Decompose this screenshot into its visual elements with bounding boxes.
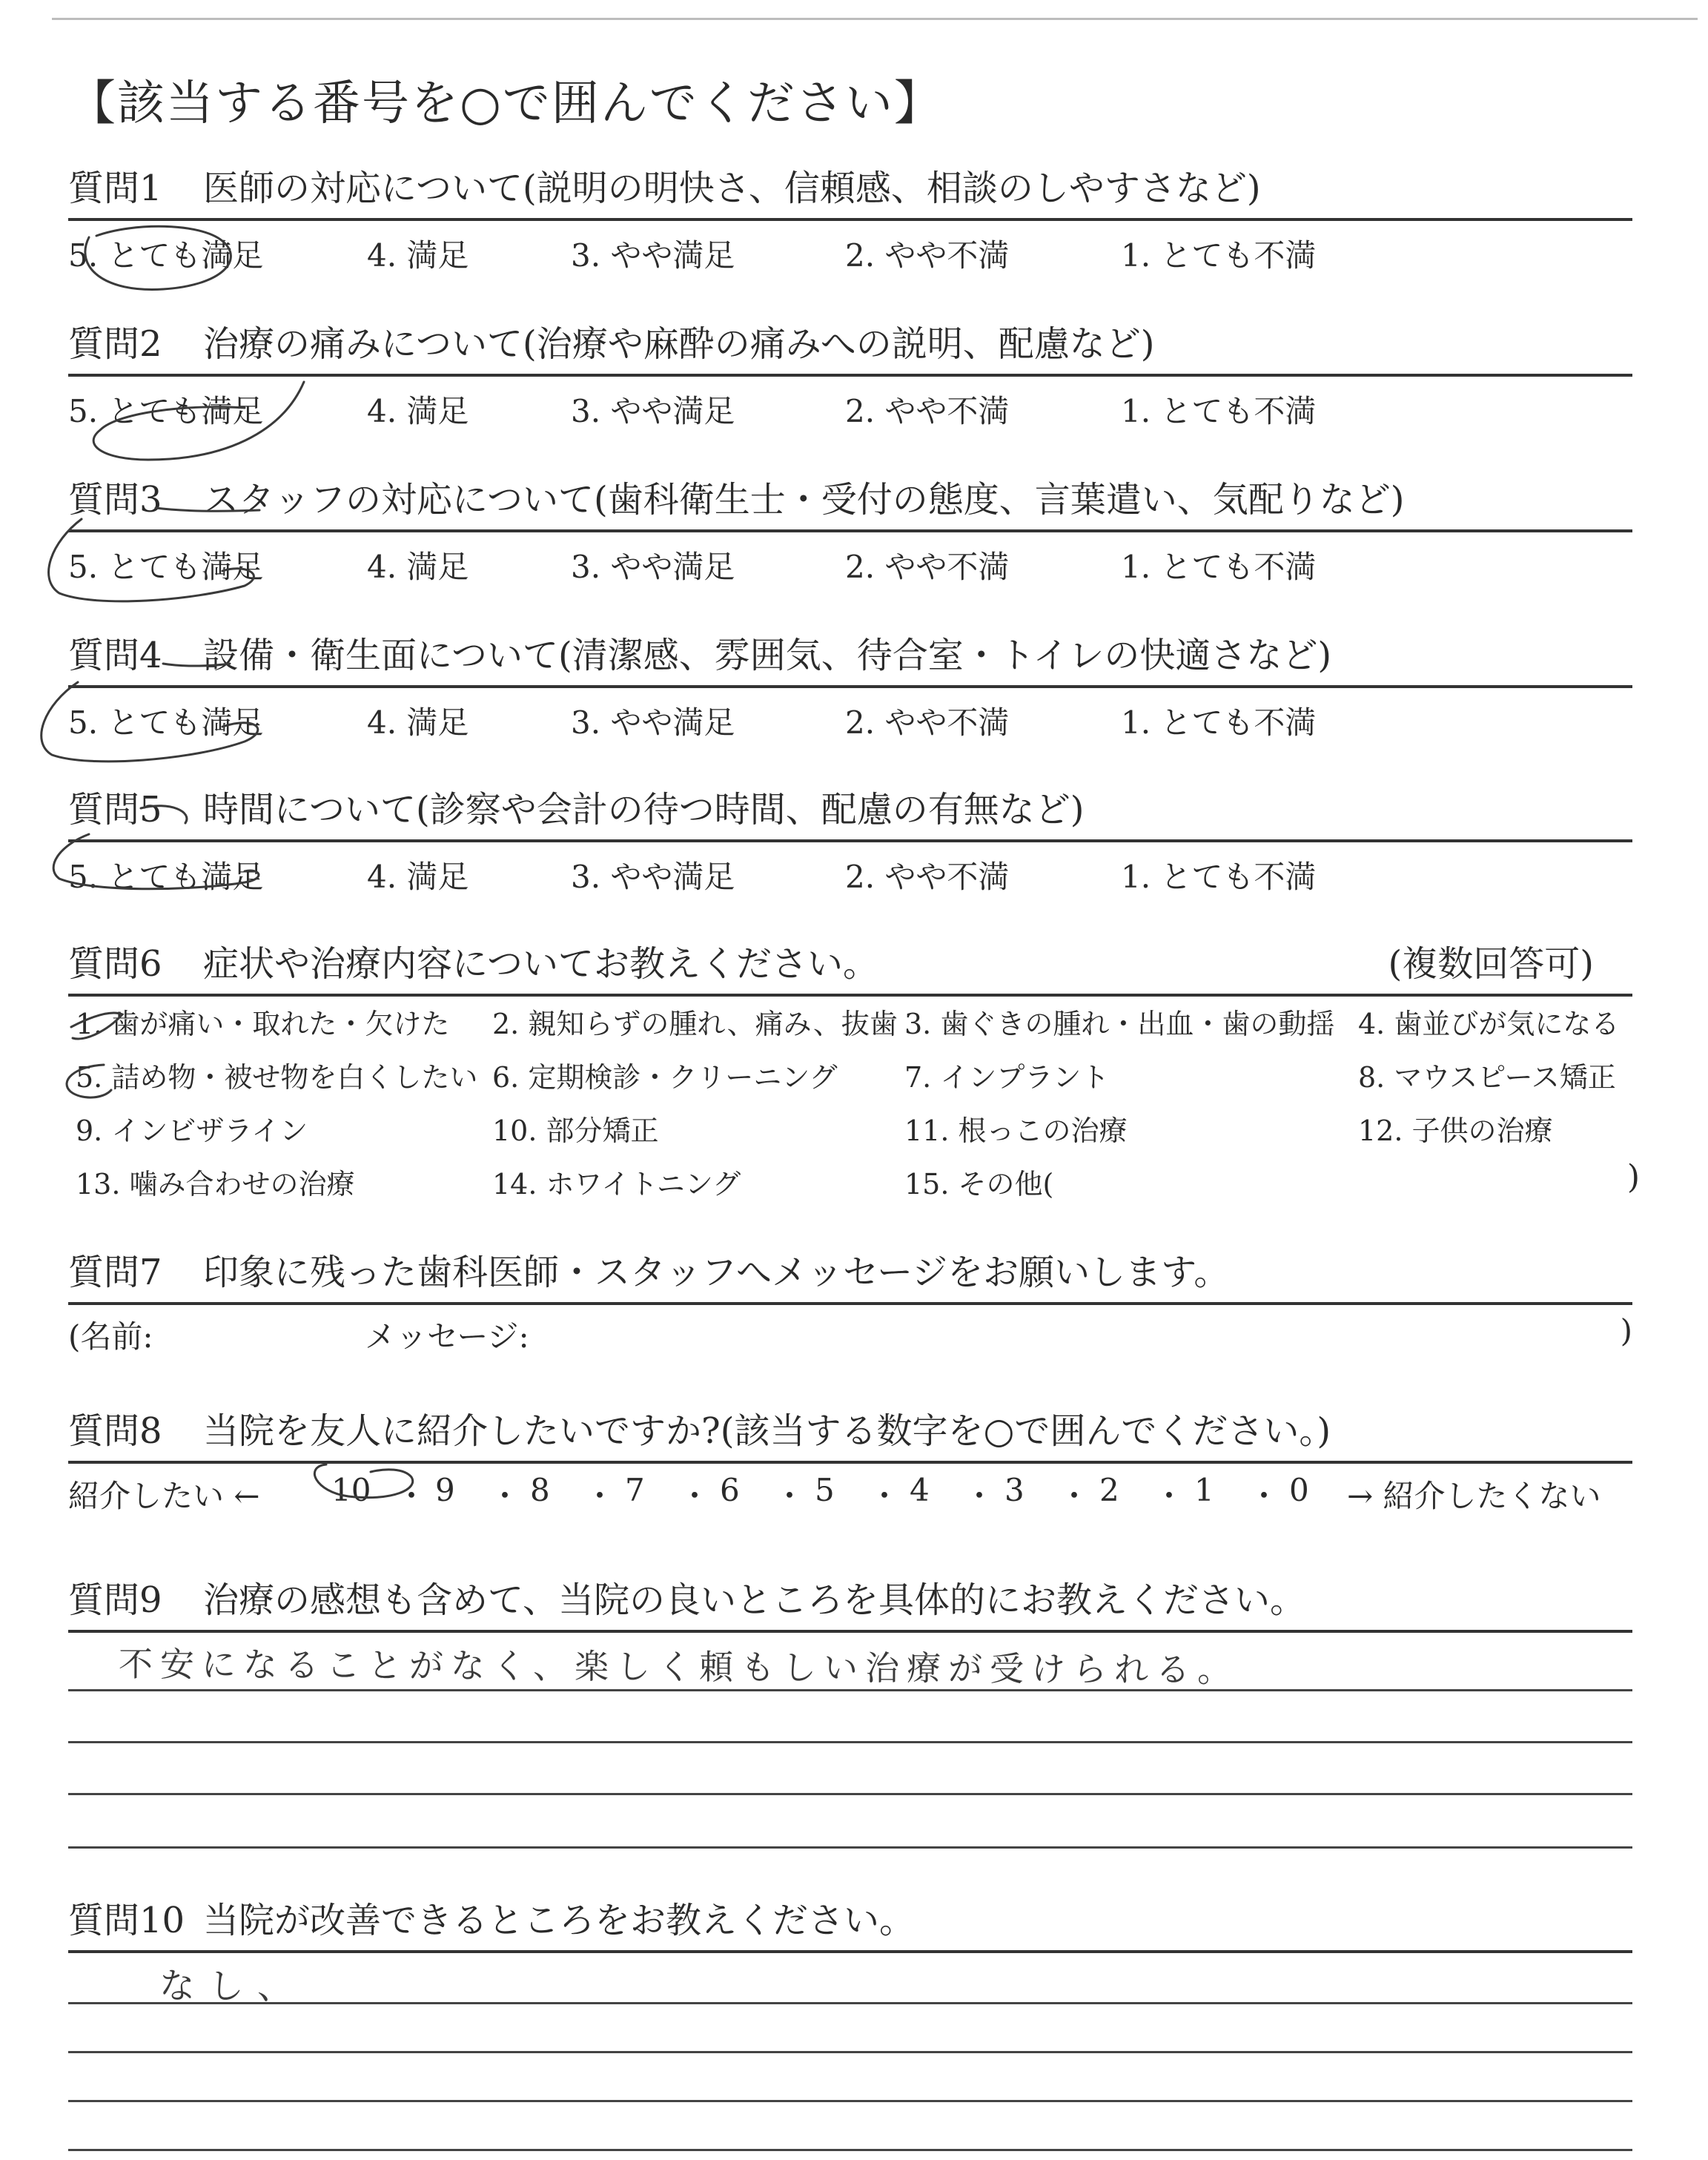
option-4[interactable]: 4. 満足	[367, 393, 469, 429]
question-10	[68, 1897, 1632, 1953]
question-text: 症状や治療内容についてお教えください。	[203, 943, 879, 985]
other-close-paren: )	[1626, 1158, 1640, 1196]
question-9	[68, 1576, 1632, 1633]
message-close-paren: )	[1620, 1312, 1632, 1349]
scale-value-1[interactable]: 1	[1194, 1472, 1214, 1508]
answer-line	[68, 2002, 1632, 2004]
symptom-option[interactable]: 8. マウスピース矯正	[1358, 1061, 1616, 1094]
recommend-scale	[68, 1472, 1632, 1516]
option-3[interactable]: 3. やや満足	[571, 859, 735, 895]
symptom-option[interactable]: 14. ホワイトニング	[492, 1168, 741, 1200]
question-rule	[68, 218, 1632, 221]
form-header: 【該当する番号を○で囲んでください】	[68, 76, 943, 131]
symptom-option[interactable]: 7. インプラント	[904, 1061, 1110, 1094]
option-3[interactable]: 3. やや満足	[571, 549, 735, 585]
question-3	[68, 476, 1632, 532]
option-1[interactable]: 1. とても不満	[1121, 859, 1317, 895]
question-label: 質問10	[68, 1900, 185, 1941]
scale-value-3[interactable]: 3	[1004, 1472, 1025, 1508]
answer-line	[68, 1741, 1632, 1743]
symptom-option[interactable]: 10. 部分矯正	[492, 1114, 659, 1147]
option-5[interactable]: 5. とても満足	[68, 859, 264, 895]
option-3[interactable]: 3. やや満足	[571, 704, 735, 741]
rating-options-1	[68, 231, 1632, 276]
scale-dot: ・	[869, 1478, 901, 1514]
multiple-answers-note: (複数回答可)	[1388, 943, 1594, 985]
symptom-option[interactable]: 12. 子供の治療	[1358, 1114, 1553, 1147]
rating-options-3	[68, 543, 1632, 587]
option-2[interactable]: 2. やや不満	[845, 704, 1010, 741]
question-text: 当院が改善できるところをお教えください。	[203, 1900, 916, 1941]
symptom-option[interactable]: 11. 根っこの治療	[904, 1114, 1128, 1147]
scale-value-10[interactable]: 10	[331, 1472, 371, 1508]
option-1[interactable]: 1. とても不満	[1121, 549, 1317, 585]
scale-left-label: 紹介したい ←	[68, 1478, 260, 1514]
scale-dot: ・	[774, 1478, 806, 1514]
symptom-option[interactable]: 9. インビザライン	[76, 1114, 308, 1147]
option-3[interactable]: 3. やや満足	[571, 237, 735, 274]
q10-handwritten-answer: なし、	[159, 1965, 307, 2008]
option-1[interactable]: 1. とても不満	[1121, 704, 1317, 741]
top-rule	[52, 18, 1698, 20]
scale-value-0[interactable]: 0	[1289, 1472, 1309, 1508]
option-5[interactable]: 5. とても満足	[68, 393, 264, 429]
message-label: メッセージ:	[365, 1318, 529, 1355]
symptom-option[interactable]: 15. その他(	[904, 1168, 1054, 1200]
option-5[interactable]: 5. とても満足	[68, 549, 264, 585]
scale-value-7[interactable]: 7	[625, 1472, 645, 1508]
question-text: 設備・衛生面について(清潔感、雰囲気、待合室・トイレの快適さなど)	[203, 635, 1332, 676]
question-5	[68, 786, 1632, 842]
question-rule	[68, 374, 1632, 377]
question-8	[68, 1407, 1632, 1464]
scale-value-8[interactable]: 8	[530, 1472, 550, 1508]
question-text: 治療の痛みについて(治療や麻酔の痛みへの説明、配慮など)	[203, 323, 1155, 365]
scale-dot: ・	[1248, 1478, 1280, 1514]
question-rule	[68, 685, 1632, 688]
scale-dot: ・	[489, 1478, 521, 1514]
question-label: 質問8	[68, 1410, 162, 1452]
question-text: 時間について(診察や会計の待つ時間、配慮の有無など)	[203, 789, 1085, 830]
answer-line	[68, 2100, 1632, 2102]
scale-value-2[interactable]: 2	[1099, 1472, 1119, 1508]
rating-options-5	[68, 853, 1632, 897]
rating-options-4	[68, 698, 1632, 743]
symptom-option[interactable]: 2. 親知らずの腫れ、痛み、抜歯	[492, 1008, 898, 1040]
option-4[interactable]: 4. 満足	[367, 549, 469, 585]
scale-dot: ・	[396, 1478, 428, 1514]
answer-line	[68, 2149, 1632, 2151]
question-text: スタッフの対応について(歯科衛生士・受付の態度、言葉遣い、気配りなど)	[203, 479, 1405, 521]
message-row	[68, 1312, 1632, 1357]
symptom-option[interactable]: 6. 定期検診・クリーニング	[492, 1061, 838, 1094]
option-5[interactable]: 5. とても満足	[68, 704, 264, 741]
question-rule	[68, 529, 1632, 532]
question-label: 質問4	[68, 635, 162, 676]
answer-line	[68, 1846, 1632, 1849]
option-2[interactable]: 2. やや不満	[845, 859, 1010, 895]
symptom-option[interactable]: 13. 噛み合わせの治療	[76, 1168, 355, 1200]
scale-dot: ・	[679, 1478, 711, 1514]
option-2[interactable]: 2. やや不満	[845, 237, 1010, 274]
option-2[interactable]: 2. やや不満	[845, 393, 1010, 429]
scale-value-4[interactable]: 4	[910, 1472, 930, 1508]
question-label: 質問6	[68, 943, 162, 985]
question-label: 質問9	[68, 1579, 162, 1621]
question-label: 質問5	[68, 789, 162, 830]
scale-dot: ・	[584, 1478, 616, 1514]
question-7	[68, 1249, 1632, 1305]
question-text: 当院を友人に紹介したいですか?(該当する数字を○で囲んでください。)	[203, 1410, 1331, 1452]
question-text: 医師の対応について(説明の明快さ、信頼感、相談のしやすさなど)	[203, 168, 1261, 209]
question-rule	[68, 1950, 1632, 1953]
question-1	[68, 165, 1632, 221]
symptom-option[interactable]: 5. 詰め物・被せ物を白くしたい	[76, 1061, 478, 1094]
scale-dot: ・	[1153, 1478, 1185, 1514]
scale-right-label: → 紹介したくない	[1347, 1478, 1601, 1514]
option-1[interactable]: 1. とても不満	[1121, 393, 1317, 429]
question-label: 質問3	[68, 479, 162, 521]
answer-line	[68, 1793, 1632, 1795]
scale-dot: ・	[964, 1478, 996, 1514]
question-rule	[68, 1630, 1632, 1633]
option-2[interactable]: 2. やや不満	[845, 549, 1010, 585]
question-text: 治療の感想も含めて、当院の良いところを具体的にお教えください。	[203, 1579, 1306, 1621]
question-label: 質問1	[68, 168, 162, 209]
answer-line	[68, 2051, 1632, 2053]
question-label: 質問2	[68, 323, 162, 365]
q9-handwritten-answer: 不安になることがなく、楽しく頼もしい治療が受けられる。	[118, 1644, 1239, 1690]
symptom-option[interactable]: 3. 歯ぐきの腫れ・出血・歯の動揺	[904, 1008, 1335, 1040]
answer-line	[68, 1689, 1632, 1691]
option-5[interactable]: 5. とても満足	[68, 237, 264, 274]
name-label: (名前:	[68, 1318, 153, 1355]
scale-value-6[interactable]: 6	[720, 1472, 740, 1508]
scale-dot: ・	[1059, 1478, 1090, 1514]
question-rule	[68, 1461, 1632, 1464]
question-rule	[68, 994, 1632, 997]
question-rule	[68, 1302, 1632, 1305]
symptom-option[interactable]: 4. 歯並びが気になる	[1358, 1008, 1620, 1040]
option-4[interactable]: 4. 満足	[367, 704, 469, 741]
option-4[interactable]: 4. 満足	[367, 237, 469, 274]
question-rule	[68, 839, 1632, 842]
question-2	[68, 320, 1632, 377]
scale-value-5[interactable]: 5	[815, 1472, 835, 1508]
option-3[interactable]: 3. やや満足	[571, 393, 735, 429]
rating-options-2	[68, 387, 1632, 432]
option-4[interactable]: 4. 満足	[367, 859, 469, 895]
symptom-option[interactable]: 1. 歯が痛い・取れた・欠けた	[76, 1008, 450, 1040]
option-1[interactable]: 1. とても不満	[1121, 237, 1317, 274]
scale-value-9[interactable]: 9	[435, 1472, 455, 1508]
symptom-options	[68, 1001, 1640, 1223]
question-6	[68, 940, 1632, 997]
question-label: 質問7	[68, 1252, 162, 1293]
question-text: 印象に残った歯科医師・スタッフへメッセージをお願いします。	[203, 1252, 1230, 1293]
question-4	[68, 632, 1632, 688]
